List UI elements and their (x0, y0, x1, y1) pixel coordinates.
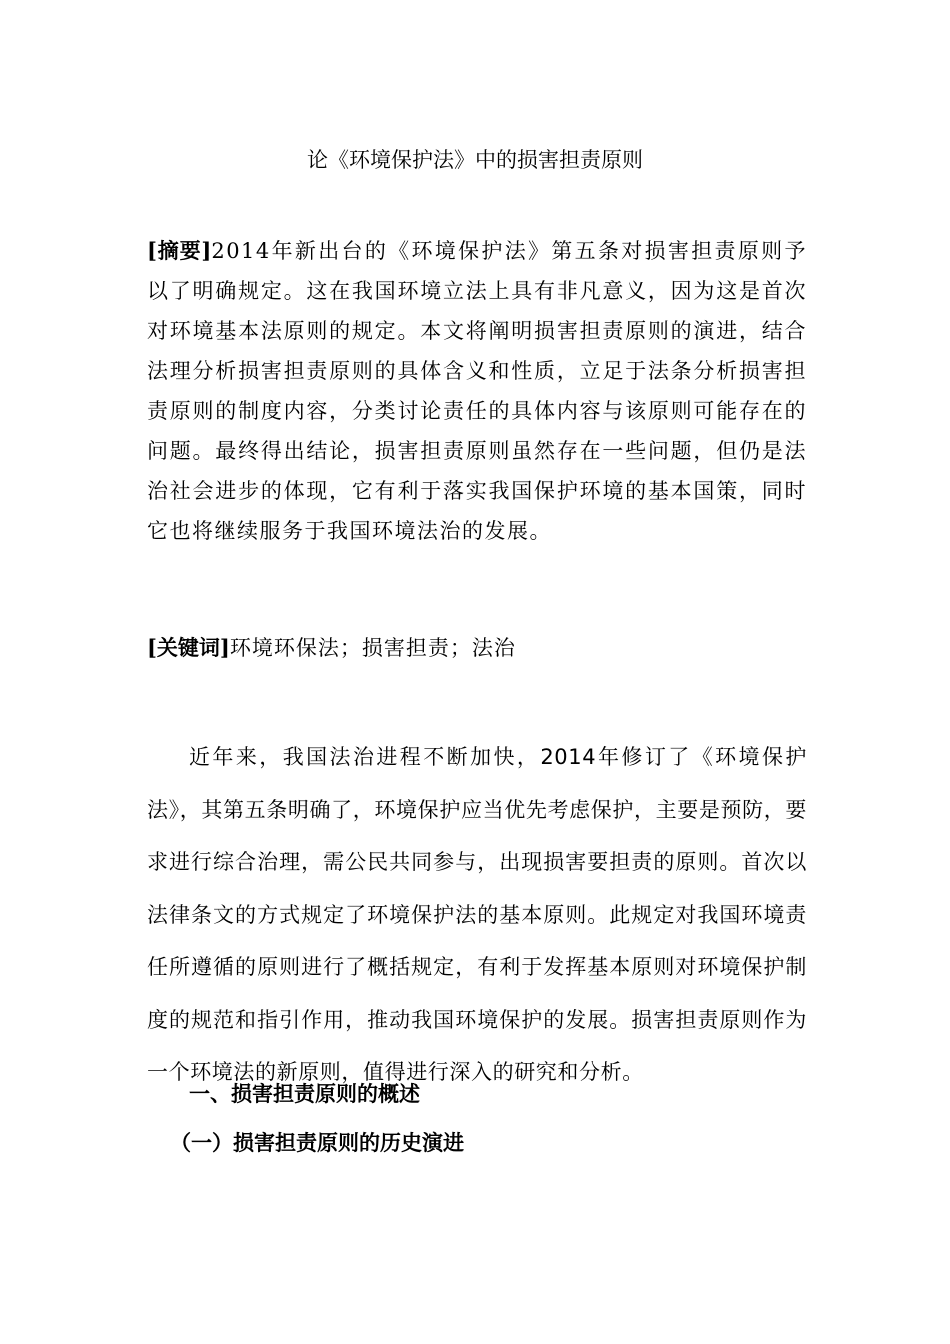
subsection-heading: （一）损害担责原则的历史演进 (170, 1131, 464, 1155)
keywords-label: [关键词] (147, 635, 230, 660)
abstract (147, 231, 807, 551)
abstract-label: [摘要] (147, 238, 212, 263)
keywords-text: 环境环保法；损害担责；法治 (229, 636, 516, 660)
keywords (147, 632, 807, 664)
abstract-text: 2014年新出台的《环境保护法》第五条对损害担责原则予以了明确规定。这在我国环境立法上具有非凡意义，因为这是首次对环境基本法原则的规定。本文将阐明损害担责原则的演进，结合法理分析损害担责原则的具体含义和性质，立足于法条分析损害担责原则的制度内容，分类讨论责任的具体内容与该原则可能存在的问题。最终得出结论，损害担责原则虽然存在一些问题，但仍是法治社会进步的体现，它有利于落实我国保护环境的基本国策，同时它也将继续服务于我国环境法治的发展。 (147, 239, 807, 543)
section-heading: 一、损害担责原则的概述 (189, 1082, 420, 1106)
document-title: 论《环境保护法》中的损害担责原则 (307, 148, 643, 172)
intro-paragraph: 近年来，我国法治进程不断加快，2014年修订了《环境保护法》，其第五条明确了，环境保护应当优先考虑保护，主要是预防，要求进行综合治理，需公民共同参与，出现损害要担责的原则。首次以法律条文的方式规定了环境保护法的基本原则。此规定对我国环境责任所遵循的原则进行了概括规定，有利于发挥基本原则对环境保护制度的规范和指引作用，推动我国环境保护的发展。损害担责原则作为一个环境法的新原则，值得进行深入的研究和分析。 (147, 745, 807, 1084)
